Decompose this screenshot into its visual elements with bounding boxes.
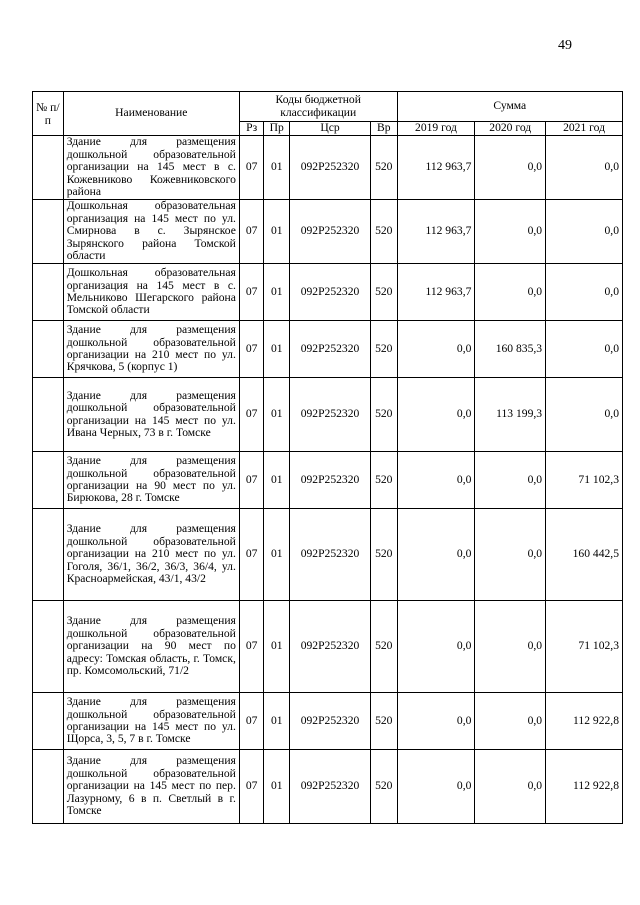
table-row xyxy=(33,136,623,200)
cell-2020: 0,0 xyxy=(475,452,546,509)
cell-2021: 71 102,3 xyxy=(546,452,623,509)
cell-csr: 092P252320 xyxy=(290,378,371,452)
cell-pr: 01 xyxy=(264,693,290,750)
cell-name: Дошкольная образовательная организация на 145 мест по ул. Смирнова в с. Зырянское Зырянского района Томской области xyxy=(63,200,239,264)
cell-name: Здание для размещения дошкольной образовательной организации на 145 мест по ул. Ивана Черных, 73 в г. Томске xyxy=(63,378,239,452)
cell-2021: 160 442,5 xyxy=(546,509,623,601)
cell-name: Здание для размещения дошкольной образовательной организации на 210 мест по ул. Крячкова, 5 (корпус 1) xyxy=(63,321,239,378)
cell-2021: 112 922,8 xyxy=(546,693,623,750)
cell-pr: 01 xyxy=(264,378,290,452)
cell-vr: 520 xyxy=(370,136,397,200)
cell-rz: 07 xyxy=(239,136,264,200)
cell-pr: 01 xyxy=(264,601,290,693)
cell-2021: 0,0 xyxy=(546,378,623,452)
cell-vr: 520 xyxy=(370,693,397,750)
cell-name: Здание для размещения дошкольной образовательной организации на 90 мест по адресу: Томская область, г. Томск, пр. Комсомольский, 71/2 xyxy=(63,601,239,693)
header-num: № п/п xyxy=(33,92,64,136)
cell-2021: 0,0 xyxy=(546,264,623,321)
header-name: Наименование xyxy=(63,92,239,136)
cell-2019: 0,0 xyxy=(397,750,475,824)
cell-num xyxy=(33,693,64,750)
table-row xyxy=(33,321,623,378)
cell-2020: 0,0 xyxy=(475,750,546,824)
cell-name: Дошкольная образовательная организация на 145 мест в с. Мельниково Шегарского района Томской области xyxy=(63,264,239,321)
cell-2019: 0,0 xyxy=(397,601,475,693)
table-row xyxy=(33,452,623,509)
header-pr: Пр xyxy=(264,122,290,136)
table-row xyxy=(33,200,623,264)
cell-num xyxy=(33,321,64,378)
cell-rz: 07 xyxy=(239,452,264,509)
cell-name: Здание для размещения дошкольной образовательной организации на 145 мест по ул. Щорса, 3, 5, 7 в г. Томске xyxy=(63,693,239,750)
cell-2019: 0,0 xyxy=(397,378,475,452)
cell-2019: 0,0 xyxy=(397,693,475,750)
cell-csr: 092P252320 xyxy=(290,509,371,601)
cell-2020: 0,0 xyxy=(475,200,546,264)
table-row xyxy=(33,693,623,750)
header-codes-group: Коды бюджетной классификации xyxy=(239,92,397,122)
header-rz: Рз xyxy=(239,122,264,136)
cell-2020: 0,0 xyxy=(475,264,546,321)
cell-rz: 07 xyxy=(239,321,264,378)
cell-2019: 112 963,7 xyxy=(397,264,475,321)
cell-vr: 520 xyxy=(370,200,397,264)
cell-name: Здание для размещения дошкольной образовательной организации на 90 мест по ул. Бирюкова, 28 г. Томске xyxy=(63,452,239,509)
cell-pr: 01 xyxy=(264,264,290,321)
header-sum-group: Сумма xyxy=(397,92,622,122)
cell-pr: 01 xyxy=(264,509,290,601)
header-2021: 2021 год xyxy=(546,122,623,136)
cell-name: Здание для размещения дошкольной образовательной организации на 145 мест по пер. Лазурному, 6 в п. Светлый в г. Томске xyxy=(63,750,239,824)
cell-2021: 0,0 xyxy=(546,136,623,200)
cell-pr: 01 xyxy=(264,136,290,200)
cell-name: Здание для размещения дошкольной образовательной организации на 145 мест в с. Кожевниково Кожевниковского района xyxy=(63,136,239,200)
cell-rz: 07 xyxy=(239,200,264,264)
cell-csr: 092P252320 xyxy=(290,750,371,824)
table-row xyxy=(33,264,623,321)
table-row xyxy=(33,378,623,452)
cell-vr: 520 xyxy=(370,601,397,693)
header-csr: Цср xyxy=(290,122,371,136)
cell-2019: 112 963,7 xyxy=(397,200,475,264)
page-number: 49 xyxy=(558,38,572,53)
cell-csr: 092P252320 xyxy=(290,321,371,378)
cell-2020: 160 835,3 xyxy=(475,321,546,378)
header-2020: 2020 год xyxy=(475,122,546,136)
cell-2021: 112 922,8 xyxy=(546,750,623,824)
cell-num xyxy=(33,264,64,321)
cell-vr: 520 xyxy=(370,321,397,378)
cell-2020: 0,0 xyxy=(475,509,546,601)
cell-num xyxy=(33,378,64,452)
cell-2020: 0,0 xyxy=(475,136,546,200)
cell-csr: 092P252320 xyxy=(290,136,371,200)
cell-num xyxy=(33,136,64,200)
cell-num xyxy=(33,601,64,693)
table-row xyxy=(33,750,623,824)
table-body xyxy=(33,136,623,824)
cell-pr: 01 xyxy=(264,321,290,378)
cell-num xyxy=(33,452,64,509)
cell-rz: 07 xyxy=(239,750,264,824)
table-row xyxy=(33,601,623,693)
cell-2020: 0,0 xyxy=(475,693,546,750)
cell-vr: 520 xyxy=(370,452,397,509)
cell-2020: 0,0 xyxy=(475,601,546,693)
cell-csr: 092P252320 xyxy=(290,601,371,693)
cell-rz: 07 xyxy=(239,378,264,452)
cell-num xyxy=(33,750,64,824)
cell-name: Здание для размещения дошкольной образовательной организации на 210 мест по ул. Гоголя, 36/1, 36/2, 36/3, 36/4, ул. Красноармейская, 43/1, 43/2 xyxy=(63,509,239,601)
cell-2021: 0,0 xyxy=(546,200,623,264)
cell-2021: 0,0 xyxy=(546,321,623,378)
cell-csr: 092P252320 xyxy=(290,452,371,509)
cell-2019: 112 963,7 xyxy=(397,136,475,200)
cell-rz: 07 xyxy=(239,601,264,693)
cell-2019: 0,0 xyxy=(397,509,475,601)
cell-num xyxy=(33,200,64,264)
table-row xyxy=(33,509,623,601)
cell-rz: 07 xyxy=(239,264,264,321)
cell-vr: 520 xyxy=(370,378,397,452)
cell-csr: 092P252320 xyxy=(290,264,371,321)
cell-pr: 01 xyxy=(264,452,290,509)
cell-2020: 113 199,3 xyxy=(475,378,546,452)
cell-2021: 71 102,3 xyxy=(546,601,623,693)
header-2019: 2019 год xyxy=(397,122,475,136)
cell-pr: 01 xyxy=(264,200,290,264)
cell-csr: 092P252320 xyxy=(290,693,371,750)
cell-num xyxy=(33,509,64,601)
cell-pr: 01 xyxy=(264,750,290,824)
cell-rz: 07 xyxy=(239,693,264,750)
cell-csr: 092P252320 xyxy=(290,200,371,264)
cell-vr: 520 xyxy=(370,264,397,321)
budget-table xyxy=(32,91,623,824)
cell-2019: 0,0 xyxy=(397,452,475,509)
header-vr: Вр xyxy=(370,122,397,136)
cell-vr: 520 xyxy=(370,509,397,601)
cell-rz: 07 xyxy=(239,509,264,601)
cell-vr: 520 xyxy=(370,750,397,824)
cell-2019: 0,0 xyxy=(397,321,475,378)
